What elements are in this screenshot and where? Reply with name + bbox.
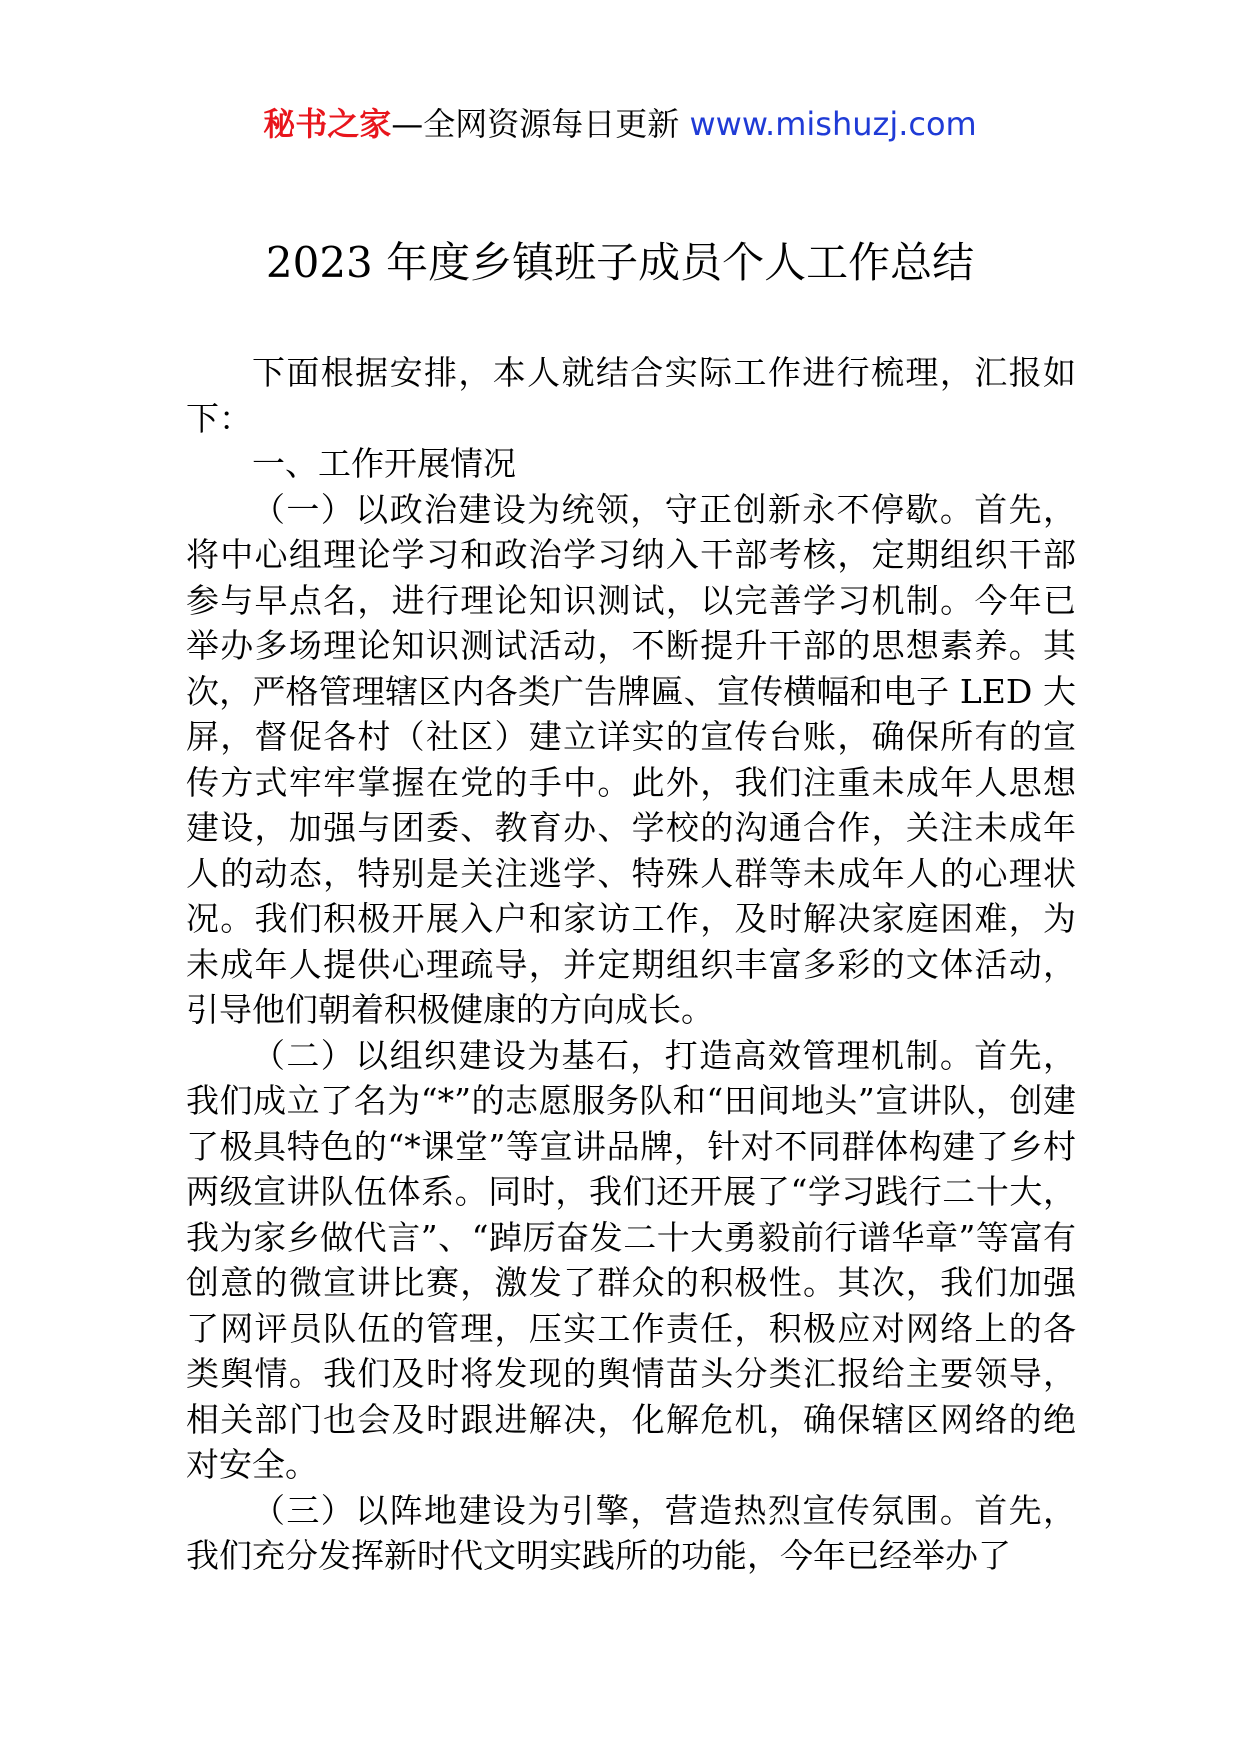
header-slogan: —全网资源每日更新 [391, 105, 690, 143]
intro-paragraph: 下面根据安排，本人就结合实际工作进行梳理，汇报如下： [186, 353, 1076, 438]
site-url: www.mishuzj.com [689, 105, 977, 143]
page-header [0, 100, 1240, 148]
body-paragraph: （一）以政治建设为统领，守正创新永不停歇。首先，将中心组理论学习和政治学习纳入干部考核，定期组织干部参与早点名，进行理论知识测试，以完善学习机制。今年已举办多场理论知识测试活动，不断提升干部的思想素养。其次，严格管理辖区内各类广告牌匾、宣传横幅和电子 LED 大屏，督促各村（社区）建立详实的宣传台账，确保所有的宣传方式牢牢掌握在党的手中。此外，我们注重未成年人思想建设，加强与团委、教育办、学校的沟通合作，关注未成年人的动态，特别是关注逃学、特殊人群等未成年人的心理状况。我们积极开展入户和家访工作，及时解决家庭困难，为未成年人提供心理疏导，并定期组织丰富多彩的文体活动，引导他们朝着积极健康的方向成长。 [186, 489, 1076, 1029]
body-paragraph: （三）以阵地建设为引擎，营造热烈宣传氛围。首先，我们充分发挥新时代文明实践所的功能，今年已经举办了 [186, 1490, 1076, 1575]
body-paragraph: （二）以组织建设为基石，打造高效管理机制。首先，我们成立了名为“*”的志愿服务队和“田间地头”宣讲队，创建了极具特色的“*课堂”等宣讲品牌，针对不同群体构建了乡村两级宣讲队伍体系。同时，我们还开展了“学习践行二十大，我为家乡做代言”、“踔厉奋发二十大勇毅前行谱华章”等富有创意的微宣讲比赛，激发了群众的积极性。其次，我们加强了网评员队伍的管理，压实工作责任，积极应对网络上的各类舆情。我们及时将发现的舆情苗头分类汇报给主要领导，相关部门也会及时跟进解决，化解危机，确保辖区网络的绝对安全。 [186, 1035, 1076, 1484]
section-heading: 一、工作开展情况 [252, 444, 516, 483]
brand-name: 秘书之家 [263, 105, 392, 143]
document-title: 2023 年度乡镇班子成员个人工作总结 [265, 238, 975, 287]
document-body [186, 350, 1076, 1579]
